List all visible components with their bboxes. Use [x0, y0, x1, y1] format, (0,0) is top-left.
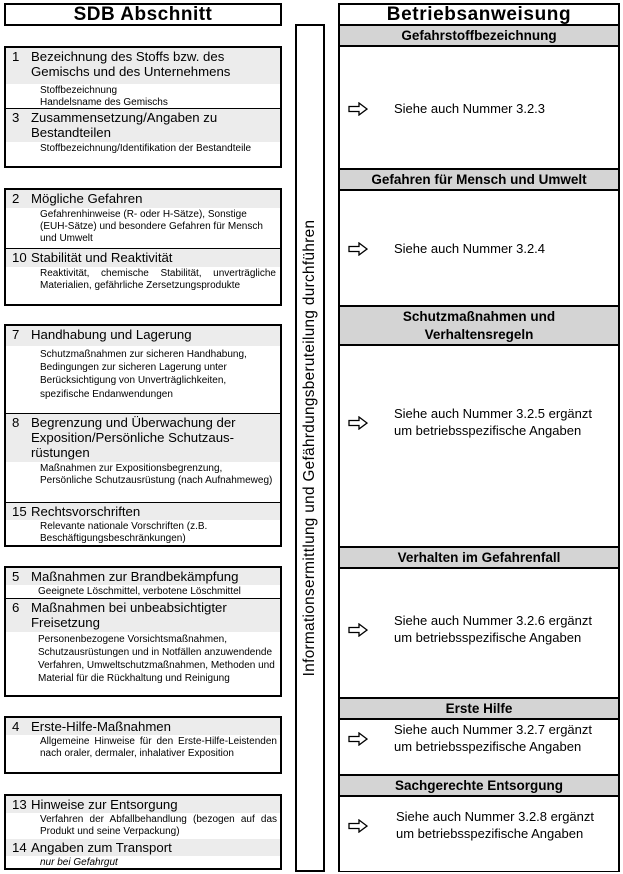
- section-description: Personenbezogene Vorsichtsmaßnahmen, Schutzausrüstungen und in Notfällen anzuwendende Verfahren, Umweltschutzmaßnahmen, Methoden und Material für die Rückhaltung und Reinigung: [38, 634, 275, 684]
- section-number: 14: [12, 840, 27, 855]
- sdb-section-13: [6, 796, 280, 839]
- section-description: Verfahren der Abfallbehandlung (bezogen auf das Produkt und seine Verpackung): [40, 814, 277, 837]
- section-title: Bezeichnung des Stoffs bzw. des Gemischs und des Unternehmens: [31, 49, 231, 79]
- section-description: Relevante nationale Vorschriften (z.B. Beschäftigungsbeschränkungen): [40, 521, 208, 544]
- section-title: Zusammensetzung/Angaben zu Bestandteilen: [31, 110, 218, 140]
- section-title: Stabilität und Reaktivität: [31, 250, 173, 265]
- section-number: 4: [12, 719, 20, 734]
- ba-section-text: Siehe auch Nummer 3.2.4: [394, 241, 546, 256]
- ba-section-body: [340, 47, 618, 170]
- section-number: 15: [12, 504, 27, 519]
- operating-instructions-header: Betriebsanweisung: [340, 5, 618, 26]
- ba-section-text: Siehe auch Nummer 3.2.3: [394, 101, 546, 116]
- operating-instructions-panel: [338, 3, 620, 872]
- right-arrow-outline-icon: [348, 819, 372, 833]
- section-number: 5: [12, 569, 20, 584]
- right-arrow-outline-icon: [348, 242, 372, 256]
- section-title: Handhabung und Lagerung: [31, 327, 192, 342]
- ba-section-title: Erste Hilfe: [340, 699, 618, 720]
- section-description: Reaktivität, chemische Stabilität, unverträgliche Materialien, gefährliche Zersetzungsprodukte: [40, 268, 276, 291]
- sdb-section-3: [6, 108, 280, 156]
- sdb-section-2: [6, 190, 280, 248]
- sdb-section-5: [6, 568, 280, 598]
- process-arrow-box: [295, 24, 325, 872]
- section-description: Stoffbezeichnung/Identifikation der Bestandteile: [40, 143, 252, 154]
- ba-section-text: Siehe auch Nummer 3.2.5 ergänzt um betriebsspezifische Angaben: [394, 406, 592, 438]
- sdb-group-emergency: [4, 566, 282, 697]
- section-title: Angaben zum Transport: [31, 840, 172, 855]
- sdb-section-10: [6, 248, 280, 293]
- section-number: 2: [12, 191, 20, 206]
- section-description: Schutzmaßnahmen zur sicheren Handhabung, Bedingungen zur sicheren Lagerung unter Berücksichtigung von Unverträglichkeiten, spezifische Endanwendungen: [40, 349, 247, 400]
- section-title: Maßnahmen zur Brandbekämpfung: [31, 569, 239, 584]
- ba-section-body: [340, 569, 618, 699]
- section-title: Mögliche Gefahren: [31, 191, 143, 206]
- right-arrow-outline-icon: [348, 732, 372, 746]
- ba-section-title: Gefahrstoffbezeichnung: [340, 26, 618, 47]
- right-arrow-outline-icon: [348, 102, 372, 116]
- ba-section-title: Sachgerechte Entsorgung: [340, 776, 618, 797]
- right-arrow-outline-icon: [348, 416, 372, 430]
- ba-section-title: Gefahren für Mensch und Umwelt: [340, 170, 618, 191]
- sdb-group-identification: [4, 46, 282, 168]
- ba-section-body: [340, 797, 618, 871]
- section-title: Erste-Hilfe-Maßnahmen: [31, 719, 171, 734]
- section-title: Rechtsvorschriften: [31, 504, 141, 519]
- ba-section-title: Verhalten im Gefahrenfall: [340, 548, 618, 569]
- sdb-section-4: [6, 718, 280, 761]
- ba-section-text: Siehe auch Nummer 3.2.7 ergänzt um betriebsspezifische Angaben: [394, 722, 592, 754]
- sdb-section-6: [6, 598, 280, 686]
- section-title: Begrenzung und Überwachung der Exposition/Persönliche Schutzaus-rüstungen: [31, 415, 236, 460]
- ba-section-title: Schutzmaßnahmen und Verhaltensregeln: [340, 307, 618, 346]
- ba-section-body: [340, 720, 618, 776]
- process-label: Informationsermittlung und Gefährdungsberuteilung durchführen: [301, 219, 318, 677]
- section-number: 13: [12, 797, 27, 812]
- section-description: Gefahrenhinweise (R- oder H-Sätze), Sonstige (EUH-Sätze) und besondere Gefahren für Mensch und Umwelt: [40, 209, 263, 244]
- sdb-section-14: [6, 839, 280, 870]
- ba-section-body: [340, 346, 618, 548]
- ba-section-text: Siehe auch Nummer 3.2.8 ergänzt um betriebsspezifische Angaben: [396, 809, 594, 841]
- section-description: nur bei Gefahrgut: [40, 857, 118, 868]
- ba-section-body: [340, 191, 618, 307]
- section-title: Hinweise zur Entsorgung: [31, 797, 178, 812]
- section-number: 7: [12, 327, 20, 342]
- sdb-section-15: [6, 502, 280, 546]
- section-description: Maßnahmen zur Expositionsbegrenzung, Persönliche Schutzausrüstung (nach Aufnahmeweg): [40, 463, 273, 486]
- sdb-group-first-aid: [4, 716, 282, 774]
- section-number: 8: [12, 415, 20, 430]
- section-number: 10: [12, 250, 27, 265]
- section-description: Allgemeine Hinweise für den Erste-Hilfe-Leistenden nach oraler, dermaler, inhalativer Exposition: [40, 736, 277, 759]
- sdb-section-1: [6, 48, 280, 108]
- right-arrow-outline-icon: [348, 623, 372, 637]
- sdb-group-hazards: [4, 188, 282, 306]
- section-description: Stoffbezeichnung Handelsname des Gemischs: [40, 85, 168, 108]
- section-number: 6: [12, 600, 20, 615]
- sdb-group-disposal: [4, 794, 282, 870]
- section-number: 1: [12, 49, 20, 64]
- section-number: 3: [12, 110, 20, 125]
- sdb-section-8: [6, 413, 280, 502]
- sdb-group-handling: [4, 324, 282, 547]
- sdb-section-7: [6, 326, 280, 413]
- ba-section-text: Siehe auch Nummer 3.2.6 ergänzt um betriebsspezifische Angaben: [394, 613, 592, 645]
- section-title: Maßnahmen bei unbeabsichtigter Freisetzung: [31, 600, 227, 630]
- section-description: Geeignete Löschmittel, verbotene Löschmittel: [38, 586, 241, 597]
- sdb-section-header: SDB Abschnitt: [4, 3, 282, 26]
